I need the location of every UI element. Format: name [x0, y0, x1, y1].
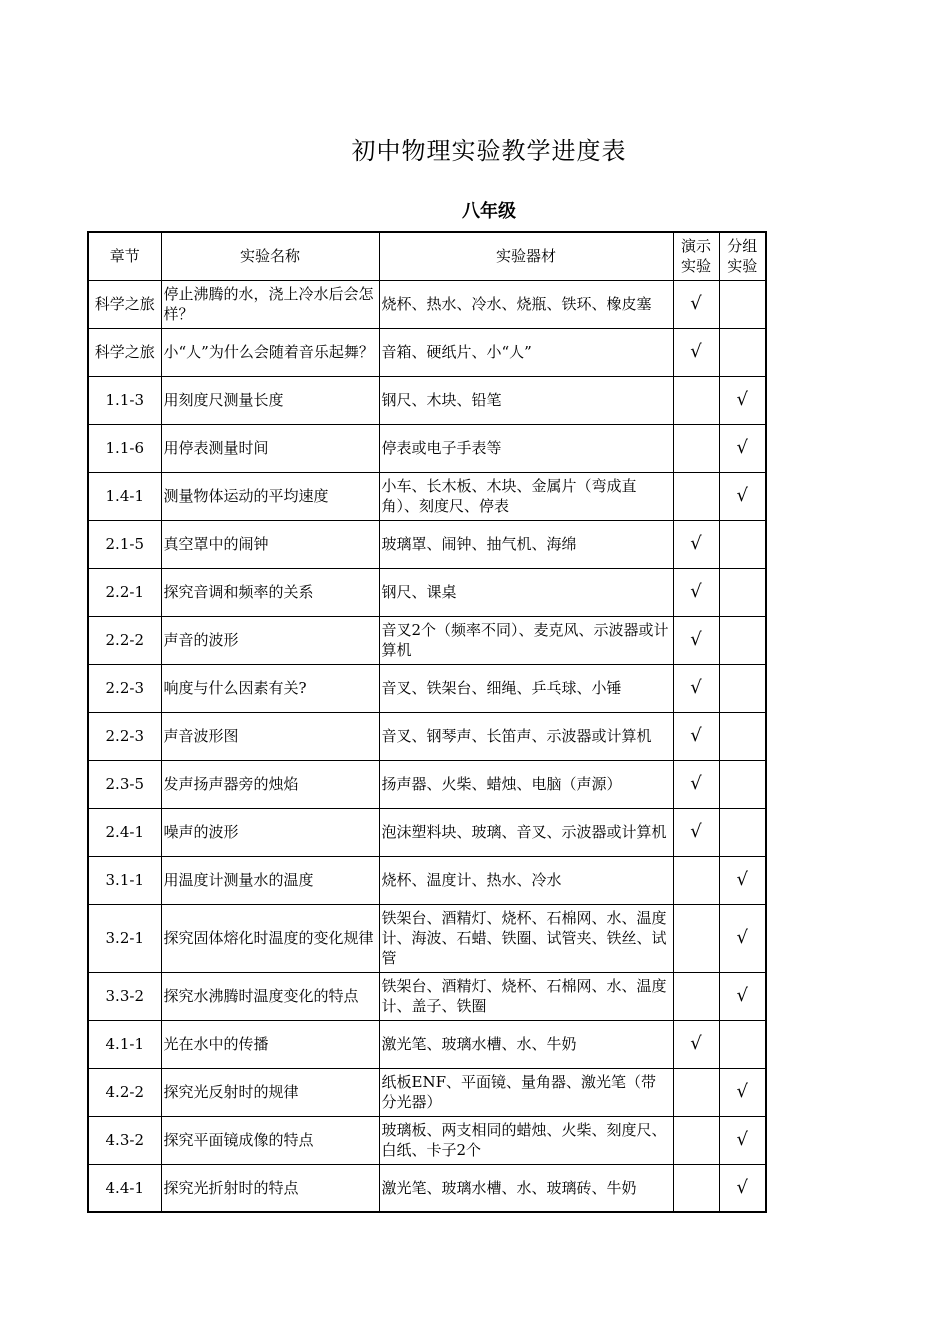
experiment-schedule-table [87, 231, 767, 1213]
chapter-cell: 4.4-1 [88, 1164, 161, 1212]
chapter-cell: 1.4-1 [88, 472, 161, 520]
header-experiment-name: 实验名称 [161, 232, 379, 280]
table-row [88, 520, 766, 568]
table-row [88, 856, 766, 904]
chapter-cell: 2.3-5 [88, 760, 161, 808]
table-row [88, 712, 766, 760]
header-equipment: 实验器材 [379, 232, 673, 280]
table-row [88, 972, 766, 1020]
chapter-cell: 2.2-3 [88, 712, 161, 760]
chapter-cell: 2.1-5 [88, 520, 161, 568]
equipment-cell: 激光笔、玻璃水槽、水、玻璃砖、牛奶 [379, 1164, 673, 1212]
chapter-cell: 2.4-1 [88, 808, 161, 856]
group-check-cell [719, 328, 766, 376]
demo-check-cell [673, 1068, 719, 1116]
group-check-cell: √ [719, 376, 766, 424]
equipment-cell: 钢尺、木块、铅笔 [379, 376, 673, 424]
chapter-cell: 3.2-1 [88, 904, 161, 972]
equipment-cell: 铁架台、酒精灯、烧杯、石棉网、水、温度计、海波、石蜡、铁圈、试管夹、铁丝、试管 [379, 904, 673, 972]
table-row [88, 1116, 766, 1164]
chapter-cell: 2.2-1 [88, 568, 161, 616]
group-check-cell: √ [719, 904, 766, 972]
equipment-cell: 纸板ENF、平面镜、量角器、激光笔（带分光器） [379, 1068, 673, 1116]
table-row [88, 280, 766, 328]
table-row [88, 376, 766, 424]
experiment-name-cell: 停止沸腾的水，浇上冷水后会怎样？ [161, 280, 379, 328]
chapter-cell: 4.1-1 [88, 1020, 161, 1068]
equipment-cell: 玻璃板、两支相同的蜡烛、火柴、刻度尺、白纸、卡子2个 [379, 1116, 673, 1164]
equipment-cell: 泡沫塑料块、玻璃、音叉、示波器或计算机 [379, 808, 673, 856]
experiment-name-cell: 声音波形图 [161, 712, 379, 760]
group-check-cell: √ [719, 1116, 766, 1164]
table-row [88, 760, 766, 808]
demo-check-cell [673, 1164, 719, 1212]
group-check-cell: √ [719, 1068, 766, 1116]
experiment-name-cell: 响度与什么因素有关? [161, 664, 379, 712]
table-row [88, 568, 766, 616]
table-row [88, 1068, 766, 1116]
table-row [88, 424, 766, 472]
group-check-cell: √ [719, 472, 766, 520]
group-check-cell [719, 760, 766, 808]
experiment-name-cell: 探究水沸腾时温度变化的特点 [161, 972, 379, 1020]
chapter-cell: 3.1-1 [88, 856, 161, 904]
table-row [88, 808, 766, 856]
equipment-cell: 玻璃罩、闹钟、抽气机、海绵 [379, 520, 673, 568]
experiment-name-cell: 探究平面镜成像的特点 [161, 1116, 379, 1164]
page-title: 初中物理实验教学进度表 [351, 137, 627, 165]
header-chapter: 章节 [88, 232, 161, 280]
experiment-name-cell: 探究光反射时的规律 [161, 1068, 379, 1116]
experiment-name-cell: 用温度计测量水的温度 [161, 856, 379, 904]
equipment-cell: 扬声器、火柴、蜡烛、电脑（声源） [379, 760, 673, 808]
experiment-name-cell: 用刻度尺测量长度 [161, 376, 379, 424]
experiment-name-cell: 探究音调和频率的关系 [161, 568, 379, 616]
table-row [88, 664, 766, 712]
grade-heading: 八年级 [462, 201, 516, 222]
equipment-cell: 铁架台、酒精灯、烧杯、石棉网、水、温度计、盖子、铁圈 [379, 972, 673, 1020]
equipment-cell: 音箱、硬纸片、小“人” [379, 328, 673, 376]
equipment-cell: 音叉、钢琴声、长笛声、示波器或计算机 [379, 712, 673, 760]
experiment-name-cell: 声音的波形 [161, 616, 379, 664]
chapter-cell: 3.3-2 [88, 972, 161, 1020]
table-row [88, 328, 766, 376]
table-row [88, 904, 766, 972]
group-check-cell [719, 1020, 766, 1068]
chapter-cell: 2.2-3 [88, 664, 161, 712]
group-check-cell: √ [719, 1164, 766, 1212]
chapter-cell: 科学之旅 [88, 328, 161, 376]
chapter-cell: 1.1-6 [88, 424, 161, 472]
demo-check-cell: √ [673, 280, 719, 328]
table-row [88, 1020, 766, 1068]
demo-check-cell [673, 904, 719, 972]
demo-check-cell: √ [673, 1020, 719, 1068]
group-check-cell [719, 808, 766, 856]
equipment-cell: 激光笔、玻璃水槽、水、牛奶 [379, 1020, 673, 1068]
demo-check-cell: √ [673, 328, 719, 376]
table-row [88, 616, 766, 664]
chapter-cell: 4.3-2 [88, 1116, 161, 1164]
demo-check-cell [673, 424, 719, 472]
experiment-name-cell: 探究光折射时的特点 [161, 1164, 379, 1212]
group-check-cell [719, 520, 766, 568]
experiment-name-cell: 用停表测量时间 [161, 424, 379, 472]
demo-check-cell: √ [673, 760, 719, 808]
table-row [88, 472, 766, 520]
chapter-cell: 4.2-2 [88, 1068, 161, 1116]
demo-check-cell: √ [673, 568, 719, 616]
demo-check-cell: √ [673, 616, 719, 664]
header-group: 分组实验 [719, 232, 766, 280]
chapter-cell: 1.1-3 [88, 376, 161, 424]
group-check-cell [719, 616, 766, 664]
demo-check-cell [673, 1116, 719, 1164]
equipment-cell: 小车、长木板、木块、金属片（弯成直角）、刻度尺、停表 [379, 472, 673, 520]
group-check-cell [719, 280, 766, 328]
demo-check-cell [673, 472, 719, 520]
group-check-cell [719, 568, 766, 616]
equipment-cell: 钢尺、课桌 [379, 568, 673, 616]
group-check-cell: √ [719, 972, 766, 1020]
experiment-name-cell: 探究固体熔化时温度的变化规律 [161, 904, 379, 972]
demo-check-cell: √ [673, 664, 719, 712]
chapter-cell: 科学之旅 [88, 280, 161, 328]
experiment-name-cell: 光在水中的传播 [161, 1020, 379, 1068]
group-check-cell: √ [719, 856, 766, 904]
experiment-name-cell: 小“人”为什么会随着音乐起舞？ [161, 328, 379, 376]
demo-check-cell: √ [673, 520, 719, 568]
experiment-name-cell: 测量物体运动的平均速度 [161, 472, 379, 520]
table-header-row [88, 232, 766, 280]
demo-check-cell: √ [673, 712, 719, 760]
experiment-name-cell: 真空罩中的闹钟 [161, 520, 379, 568]
experiment-name-cell: 噪声的波形 [161, 808, 379, 856]
equipment-cell: 烧杯、温度计、热水、冷水 [379, 856, 673, 904]
header-demo: 演示实验 [673, 232, 719, 280]
equipment-cell: 烧杯、热水、冷水、烧瓶、铁环、橡皮塞 [379, 280, 673, 328]
group-check-cell [719, 664, 766, 712]
equipment-cell: 音叉2个（频率不同）、麦克风、示波器或计算机 [379, 616, 673, 664]
table-row [88, 1164, 766, 1212]
demo-check-cell: √ [673, 808, 719, 856]
demo-check-cell [673, 856, 719, 904]
experiment-name-cell: 发声扬声器旁的烛焰 [161, 760, 379, 808]
equipment-cell: 停表或电子手表等 [379, 424, 673, 472]
equipment-cell: 音叉、铁架台、细绳、乒乓球、小锤 [379, 664, 673, 712]
group-check-cell [719, 712, 766, 760]
chapter-cell: 2.2-2 [88, 616, 161, 664]
demo-check-cell [673, 972, 719, 1020]
demo-check-cell [673, 376, 719, 424]
group-check-cell: √ [719, 424, 766, 472]
